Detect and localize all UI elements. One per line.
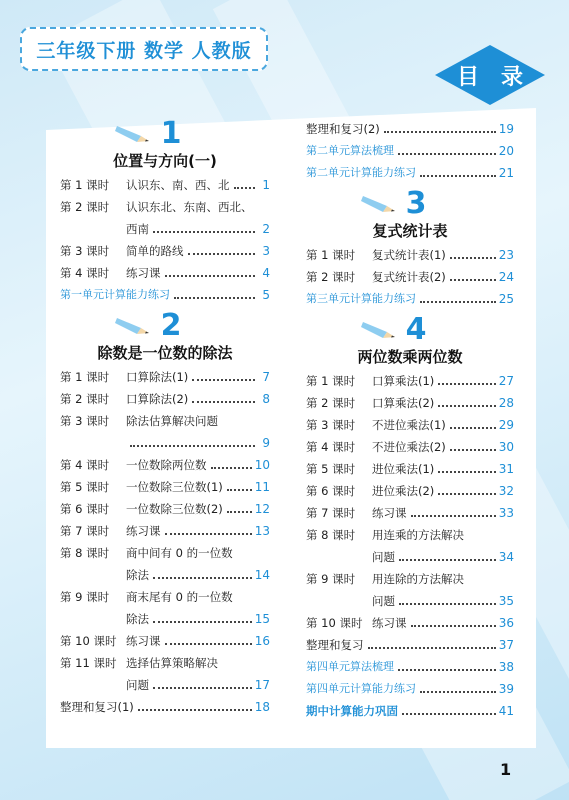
unit-title: 位置与方向(一): [113, 152, 217, 170]
page-ref: 23: [498, 248, 514, 262]
page-ref: 28: [498, 396, 514, 410]
page-ref: 12: [254, 502, 270, 516]
lesson-number: 第 1 课时: [306, 248, 356, 262]
leader-dots: [450, 257, 496, 259]
lesson-topic: 商中间有 0 的一位数: [126, 546, 233, 560]
lesson-number: 第 3 课时: [60, 244, 110, 258]
page-ref: 36: [498, 616, 514, 630]
page-ref: 7: [262, 370, 270, 384]
leader-dots: [402, 713, 496, 715]
toc-row[interactable]: [306, 480, 514, 502]
lesson-topic: 练习课: [126, 524, 161, 538]
toc-row[interactable]: [60, 564, 270, 586]
leader-dots: [174, 297, 255, 299]
lesson-topic: 练习课: [372, 616, 407, 630]
leader-dots: [153, 577, 252, 579]
page-ref: 24: [498, 270, 514, 284]
page-ref: 30: [498, 440, 514, 454]
lesson-topic: 除法: [126, 568, 149, 582]
toc-row[interactable]: [60, 218, 270, 240]
unit-number: 4: [405, 311, 427, 347]
page-ref: 31: [498, 462, 514, 476]
toc-row[interactable]: [306, 392, 514, 414]
page-ref: 27: [498, 374, 514, 388]
lesson-topic: 整理和复习: [306, 638, 364, 652]
lesson-topic: 第一单元计算能力练习: [60, 288, 170, 301]
toc-row[interactable]: [306, 590, 514, 612]
lesson-number: 第 4 课时: [306, 440, 356, 454]
lesson-topic: 认识东北、东南、西北、: [126, 200, 253, 214]
toc-row[interactable]: [60, 366, 270, 388]
page-ref: 41: [498, 704, 514, 718]
page-ref: 9: [262, 436, 270, 450]
page-ref: 33: [498, 506, 514, 520]
toc-row[interactable]: [306, 244, 514, 266]
lesson-topic: 商末尾有 0 的一位数: [126, 590, 233, 604]
toc-row[interactable]: [60, 196, 270, 218]
left-column: [60, 115, 270, 718]
page-ref: 32: [498, 484, 514, 498]
toc-row[interactable]: [60, 586, 270, 608]
lesson-topic: 进位乘法(1): [372, 462, 435, 476]
toc-row[interactable]: [306, 436, 514, 458]
lesson-number: 第 6 课时: [306, 484, 356, 498]
toc-row[interactable]: [306, 370, 514, 392]
lesson-topic: 第二单元计算能力练习: [306, 166, 416, 179]
toc-row[interactable]: [306, 458, 514, 480]
lesson-topic: 整理和复习(1): [60, 700, 134, 714]
lesson-number: 第 3 课时: [306, 418, 356, 432]
page-ref: 29: [498, 418, 514, 432]
lesson-number: 第 3 课时: [60, 414, 110, 428]
leader-dots: [438, 471, 495, 473]
page-ref: 8: [262, 392, 270, 406]
pencil-icon: [361, 318, 397, 340]
lesson-topic: 期中计算能力巩固: [306, 704, 398, 718]
header-banner: [20, 27, 268, 71]
toc-row[interactable]: [306, 162, 514, 184]
contents-heading: [430, 40, 550, 110]
leader-dots: [227, 489, 252, 491]
leader-dots: [138, 709, 252, 711]
unit-2-header: [60, 307, 270, 343]
lesson-number: 第 10 课时: [60, 634, 117, 648]
lesson-topic: 用连除的方法解决: [372, 572, 464, 586]
lesson-number: 第 9 课时: [60, 590, 110, 604]
unit-1-list: [60, 174, 270, 306]
toc-row[interactable]: [60, 520, 270, 542]
toc-row[interactable]: [60, 652, 270, 674]
lesson-topic: 复式统计表(2): [372, 270, 446, 284]
right-column: [306, 118, 514, 722]
lesson-topic: 西南: [126, 222, 149, 236]
page-ref: 4: [262, 266, 270, 280]
toc-row[interactable]: [306, 700, 514, 722]
leader-dots: [420, 691, 496, 693]
lesson-number: 第 8 课时: [60, 546, 110, 560]
leader-dots: [450, 427, 496, 429]
unit-2-continued-list: [306, 118, 514, 184]
lesson-topic: 复式统计表(1): [372, 248, 446, 262]
lesson-number: 第 2 课时: [60, 392, 110, 406]
lesson-topic: 练习课: [126, 266, 161, 280]
lesson-topic: 不进位乘法(2): [372, 440, 446, 454]
lesson-number: 第 8 课时: [306, 528, 356, 542]
toc-row[interactable]: [60, 432, 270, 454]
unit-3-list: [306, 244, 514, 310]
toc-row[interactable]: [60, 608, 270, 630]
unit-number: 3: [405, 185, 427, 221]
leader-dots: [368, 647, 496, 649]
toc-row[interactable]: [60, 498, 270, 520]
page-ref: 18: [254, 700, 270, 714]
toc-row[interactable]: [60, 410, 270, 432]
lesson-topic: 口算乘法(2): [372, 396, 435, 410]
toc-row[interactable]: [306, 524, 514, 546]
toc-row[interactable]: [60, 542, 270, 564]
leader-dots: [398, 669, 496, 671]
page-ref: 35: [498, 594, 514, 608]
lesson-topic: 问题: [372, 550, 395, 564]
leader-dots: [153, 621, 252, 623]
lesson-topic: 不进位乘法(1): [372, 418, 446, 432]
leader-dots: [211, 467, 252, 469]
lesson-number: 第 1 课时: [60, 370, 110, 384]
leader-dots: [399, 603, 496, 605]
unit-title: 两位数乘两位数: [357, 348, 463, 366]
lesson-topic: 简单的路线: [126, 244, 184, 258]
leader-dots: [420, 175, 496, 177]
lesson-number: 第 6 课时: [60, 502, 110, 516]
lesson-number: 第 9 课时: [306, 572, 356, 586]
pencil-icon: [361, 192, 397, 214]
toc-row[interactable]: [60, 240, 270, 262]
leader-dots: [411, 625, 496, 627]
page-ref: 17: [254, 678, 270, 692]
unit-4-header: [306, 311, 514, 347]
lesson-topic: 第三单元计算能力练习: [306, 292, 416, 305]
toc-row[interactable]: [306, 634, 514, 656]
unit-1-header: [60, 115, 270, 151]
leader-dots: [153, 231, 255, 233]
page-ref: 10: [254, 458, 270, 472]
leader-dots: [188, 253, 256, 255]
page-ref: 2: [262, 222, 270, 236]
leader-dots: [192, 401, 255, 403]
lesson-number: 第 2 课时: [306, 396, 356, 410]
lesson-number: 第 2 课时: [60, 200, 110, 214]
leader-dots: [153, 687, 252, 689]
lesson-number: 第 4 课时: [60, 458, 110, 472]
lesson-topic: 问题: [126, 678, 149, 692]
leader-dots: [227, 511, 252, 513]
page-ref: 14: [254, 568, 270, 582]
page-ref: 16: [254, 634, 270, 648]
lesson-topic: 第四单元算法梳理: [306, 660, 394, 673]
lesson-number: 第 11 课时: [60, 656, 117, 670]
toc-row[interactable]: [306, 568, 514, 590]
toc-row[interactable]: [60, 174, 270, 196]
lesson-number: 第 4 课时: [60, 266, 110, 280]
lesson-topic: 一位数除三位数(1): [126, 480, 223, 494]
lesson-number: 第 10 课时: [306, 616, 363, 630]
contents-char-2: 录: [500, 65, 524, 90]
leader-dots: [234, 187, 256, 189]
toc-row[interactable]: [60, 388, 270, 410]
toc-row[interactable]: [306, 656, 514, 678]
unit-number: 2: [160, 307, 182, 343]
toc-row[interactable]: [60, 454, 270, 476]
lesson-number: 第 5 课时: [60, 480, 110, 494]
lesson-topic: 进位乘法(2): [372, 484, 435, 498]
page-ref: 15: [254, 612, 270, 626]
leader-dots: [192, 379, 255, 381]
lesson-number: 第 1 课时: [306, 374, 356, 388]
lesson-topic: 整理和复习(2): [306, 122, 380, 136]
page-ref: 1: [262, 178, 270, 192]
toc-row[interactable]: [306, 612, 514, 634]
lesson-topic: 第二单元算法梳理: [306, 144, 394, 157]
unit-number: 1: [160, 115, 182, 151]
leader-dots: [398, 153, 496, 155]
toc-row[interactable]: [306, 118, 514, 140]
page-ref: 11: [254, 480, 270, 494]
unit-4-list: [306, 370, 514, 722]
page-ref: 19: [498, 122, 514, 136]
leader-dots: [411, 515, 496, 517]
lesson-topic: 除法估算解决问题: [126, 414, 218, 428]
leader-dots: [165, 533, 252, 535]
unit-title: 除数是一位数的除法: [97, 344, 233, 362]
toc-row[interactable]: [60, 674, 270, 696]
lesson-topic: 练习课: [372, 506, 407, 520]
toc-row[interactable]: [306, 546, 514, 568]
page-ref: 37: [498, 638, 514, 652]
page-ref: 3: [262, 244, 270, 258]
toc-row[interactable]: [60, 262, 270, 284]
lesson-topic: 第四单元计算能力练习: [306, 682, 416, 695]
unit-3-header: [306, 185, 514, 221]
page-ref: 21: [498, 166, 514, 180]
pencil-icon: [115, 314, 151, 336]
leader-dots: [438, 383, 495, 385]
leader-dots: [450, 449, 496, 451]
lesson-number: 第 7 课时: [306, 506, 356, 520]
leader-dots: [399, 559, 496, 561]
lesson-topic: 除法: [126, 612, 149, 626]
lesson-topic: 练习课: [126, 634, 161, 648]
toc-row[interactable]: [60, 284, 270, 306]
book-title: 三年级下册 数学 人教版: [36, 39, 252, 62]
lesson-topic: 一位数除两位数: [126, 458, 207, 472]
toc-row[interactable]: [306, 266, 514, 288]
page-ref: 34: [498, 550, 514, 564]
lesson-topic: 认识东、南、西、北: [126, 178, 230, 192]
page-ref: 25: [498, 292, 514, 306]
lesson-topic: 口算除法(2): [126, 392, 189, 406]
leader-dots: [130, 445, 255, 447]
lesson-topic: 口算乘法(1): [372, 374, 435, 388]
lesson-number: 第 1 课时: [60, 178, 110, 192]
leader-dots: [438, 493, 495, 495]
page-ref: 38: [498, 660, 514, 674]
toc-row[interactable]: [306, 140, 514, 162]
lesson-number: 第 5 课时: [306, 462, 356, 476]
leader-dots: [438, 405, 495, 407]
page-ref: 39: [498, 682, 514, 696]
unit-title: 复式统计表: [372, 222, 448, 240]
leader-dots: [165, 643, 252, 645]
leader-dots: [165, 275, 256, 277]
toc-row[interactable]: [306, 414, 514, 436]
toc-row[interactable]: [60, 696, 270, 718]
page-number: 1: [500, 760, 512, 779]
toc-row[interactable]: [306, 502, 514, 524]
toc-row[interactable]: [60, 630, 270, 652]
lesson-topic: 一位数除三位数(2): [126, 502, 223, 516]
page-ref: 13: [254, 524, 270, 538]
lesson-topic: 选择估算策略解决: [126, 656, 218, 670]
lesson-topic: 口算除法(1): [126, 370, 189, 384]
toc-row[interactable]: [60, 476, 270, 498]
contents-char-1: 目: [456, 65, 480, 90]
leader-dots: [450, 279, 496, 281]
pencil-icon: [115, 122, 151, 144]
lesson-topic: 用连乘的方法解决: [372, 528, 464, 542]
leader-dots: [384, 131, 496, 133]
unit-2-list: [60, 366, 270, 718]
lesson-number: 第 7 课时: [60, 524, 110, 538]
lesson-number: 第 2 课时: [306, 270, 356, 284]
page-ref: 5: [262, 288, 270, 302]
page-ref: 20: [498, 144, 514, 158]
toc-row[interactable]: [306, 288, 514, 310]
toc-row[interactable]: [306, 678, 514, 700]
lesson-topic: 问题: [372, 594, 395, 608]
leader-dots: [420, 301, 496, 303]
